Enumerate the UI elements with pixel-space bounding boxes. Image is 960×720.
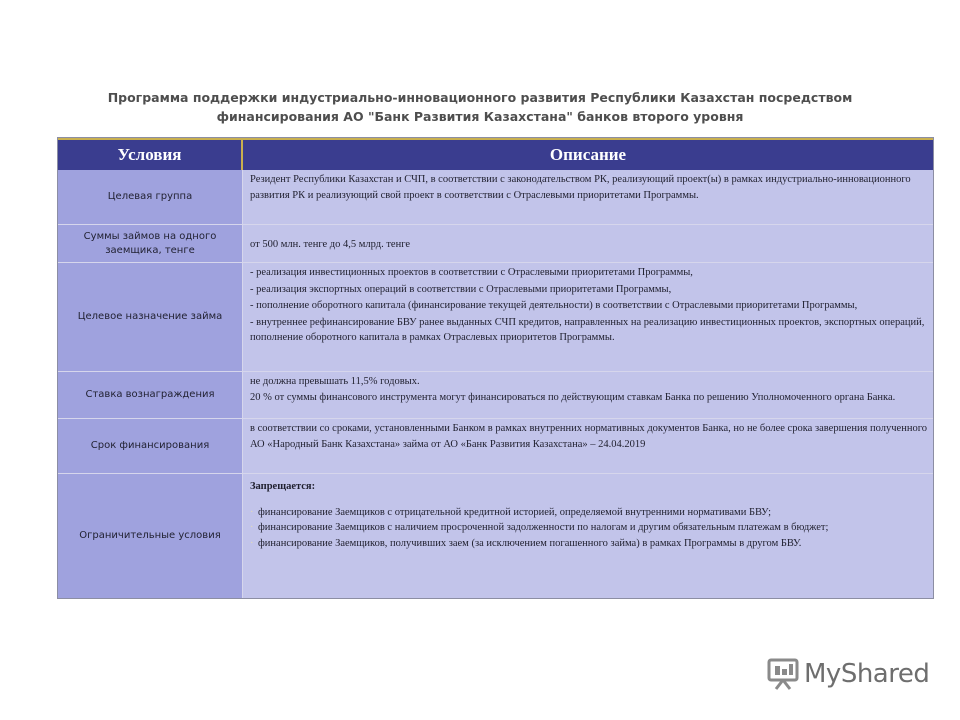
restriction-item: · финансирование Заемщиков с отрицательной кредитной историей, определяемой внутренними нормативами БВУ; xyxy=(250,505,927,521)
watermark-text: MyShared xyxy=(804,659,930,689)
interest-rate-text: не должна превышать 11,5% годовых. xyxy=(250,376,420,387)
watermark-logo xyxy=(766,654,936,694)
loan-purpose-item: - реализация инвестиционных проектов в соответствии с Отраслевыми приоритетами Программы, xyxy=(250,267,693,278)
loan-purpose-item: - реализация экспортных операций в соответствии с Отраслевыми приоритетами Программы, xyxy=(250,283,672,295)
header-conditions: Условия xyxy=(58,138,243,170)
conditions-table xyxy=(57,137,934,599)
row-label-restrictions: Ограничительные условия xyxy=(58,474,243,598)
row-label-interest-rate: Ставка вознаграждения xyxy=(58,372,243,419)
title-line-1: Программа поддержки индустриально-инновационного развития Республики Казахстан посредством xyxy=(107,90,853,105)
page-title xyxy=(60,88,900,126)
row-label-loan-purpose: Целевое назначение займа xyxy=(58,263,243,372)
row-label-loan-amount: Суммы займов на одного заемщика, тенге xyxy=(58,225,243,263)
row-value-interest-rate xyxy=(243,372,933,419)
financing-term-text: в соответствии со сроками, установленными Банком в рамках внутренних нормативных документов Банка, но не более срока завершения полученного АО «Народный Банк Казахстана» займа от АО «Банк Развития Казахстана» – 24.04.2019 xyxy=(250,423,927,450)
header-description: Описание xyxy=(243,138,933,170)
title-line-2: финансирования АО "Банк Развития Казахстана" банков второго уровня xyxy=(216,109,744,124)
row-value-loan-amount xyxy=(243,225,933,263)
presentation-board-icon xyxy=(766,657,800,691)
restrictions-heading: Запрещается: xyxy=(250,481,316,492)
target-group-text: Резидент Республики Казахстан и СЧП, в соответствии с законодательством РК, реализующий проект(ы) в рамках индустриально-инновационного развития РК и реализующий свой проект в соответствии с Отраслевыми приоритетами Программы. xyxy=(250,174,911,201)
row-value-target-group xyxy=(243,170,933,225)
loan-purpose-item: - внутреннее рефинансирование БВУ ранее выданных СЧП кредитов, направленных на реализацию инвестиционных проектов, экспортных операций, пополнение оборотного капитала в рамках Отраслевых приоритетов Программы. xyxy=(250,316,925,343)
row-value-financing-term xyxy=(243,419,933,474)
row-value-restrictions xyxy=(243,474,933,598)
restriction-item: · финансирование Заемщиков с наличием просроченной задолженности по налогам и другим обязательным платежам в бюджет; xyxy=(250,520,927,536)
row-label-target-group: Целевая группа xyxy=(58,170,243,225)
interest-rate-text: 20 % от суммы финансового инструмента могут финансироваться по действующим ставкам Банка по решению Уполномоченного органа Банка. xyxy=(250,391,896,403)
row-value-loan-purpose xyxy=(243,263,933,372)
restriction-item: · финансирование Заемщиков, получивших заем (за исключением погашенного займа) в рамках Программы в другом БВУ. xyxy=(250,536,927,552)
row-label-financing-term: Срок финансирования xyxy=(58,419,243,474)
loan-amount-text: от 500 млн. тенге до 4,5 млрд. тенге xyxy=(250,238,411,250)
loan-purpose-item: - пополнение оборотного капитала (финансирование текущей деятельности) в соответствии с Отраслевыми приоритетами Программы, xyxy=(250,300,858,311)
